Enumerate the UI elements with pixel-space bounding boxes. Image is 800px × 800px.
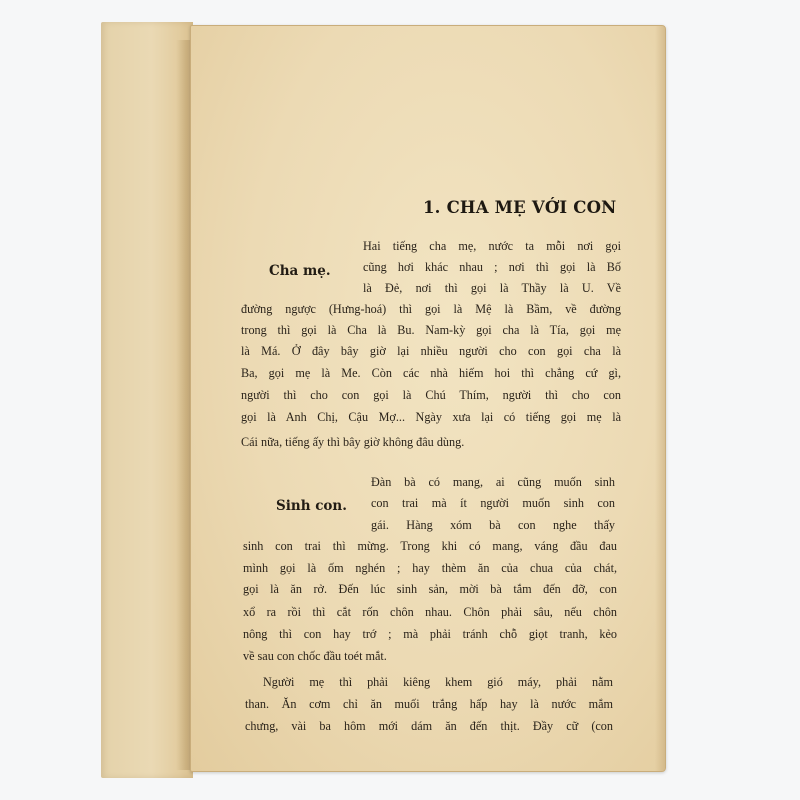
right-page [190, 25, 666, 772]
text-line: cũng hơi khác nhau ; nơi thì gọi là Bố [363, 260, 621, 274]
text-line: gọi là ăn rở. Đến lúc sinh sản, mời bà tắm đến đỡ, con [243, 582, 617, 596]
page-edge [655, 26, 665, 771]
section-heading-sinh-con: Sinh con. [276, 498, 347, 514]
chapter-title: 1. CHA MẸ VỚI CON [423, 198, 617, 217]
text-line: trong thì gọi là Cha là Bu. Nam-kỳ gọi cha là Tía, gọi mẹ [241, 323, 621, 337]
text-line: Đàn bà có mang, ai cũng muốn sinh [371, 475, 615, 489]
text-line: Hai tiếng cha mẹ, nước ta mỗi nơi gọi [363, 239, 621, 253]
text-line: sinh con trai thì mừng. Trong khi có mang, váng đầu đau [243, 539, 617, 553]
text-line: con trai mà ít người muốn sinh con [371, 496, 615, 510]
text-line: là Má. Ở đây bây giờ lại nhiều người cho con gọi cha là [241, 344, 621, 358]
text-line: nông thì con hay trớ ; mà phải tránh chỗ giọt tranh, kẻo [243, 627, 617, 641]
text-line: người thì cho con gọi là Chú Thím, người thì cho con [241, 388, 621, 402]
text-line: Cái nữa, tiếng ấy thì bây giờ không đâu dùng. [241, 435, 465, 449]
section-heading-cha-me: Cha mẹ. [269, 263, 331, 279]
text-line: Ba, gọi mẹ là Me. Còn các nhà hiếm hoi thì chẳng cứ gì, [241, 366, 621, 380]
text-line: là Đẻ, nơi thì gọi là Thầy là U. Về [363, 281, 621, 295]
text-line: chưng, vài ba hôm mới dám ăn đến thịt. Đầy cữ (con [245, 719, 613, 733]
text-line: gái. Hàng xóm bà con nghe thấy [371, 518, 615, 532]
text-line: mình gọi là ốm nghén ; hay thèm ăn của chua của chát, [243, 561, 617, 575]
text-line: Người mẹ thì phải kiêng khem gió máy, phải nằm [263, 675, 613, 689]
text-line: xổ ra rồi thì cắt rốn chôn nhau. Chôn phải sâu, nếu chôn [243, 605, 617, 619]
text-line: đường ngược (Hưng-hoá) thì gọi là Mệ là Bầm, về đường [241, 302, 621, 316]
text-line: về sau con chốc đầu toét mắt. [243, 649, 387, 663]
text-line: than. Ăn cơm chỉ ăn muối trắng hấp hay là nước mắm [245, 697, 613, 711]
text-line: gọi là Anh Chị, Cậu Mợ... Ngày xưa lại có tiếng gọi mẹ là [241, 410, 621, 424]
